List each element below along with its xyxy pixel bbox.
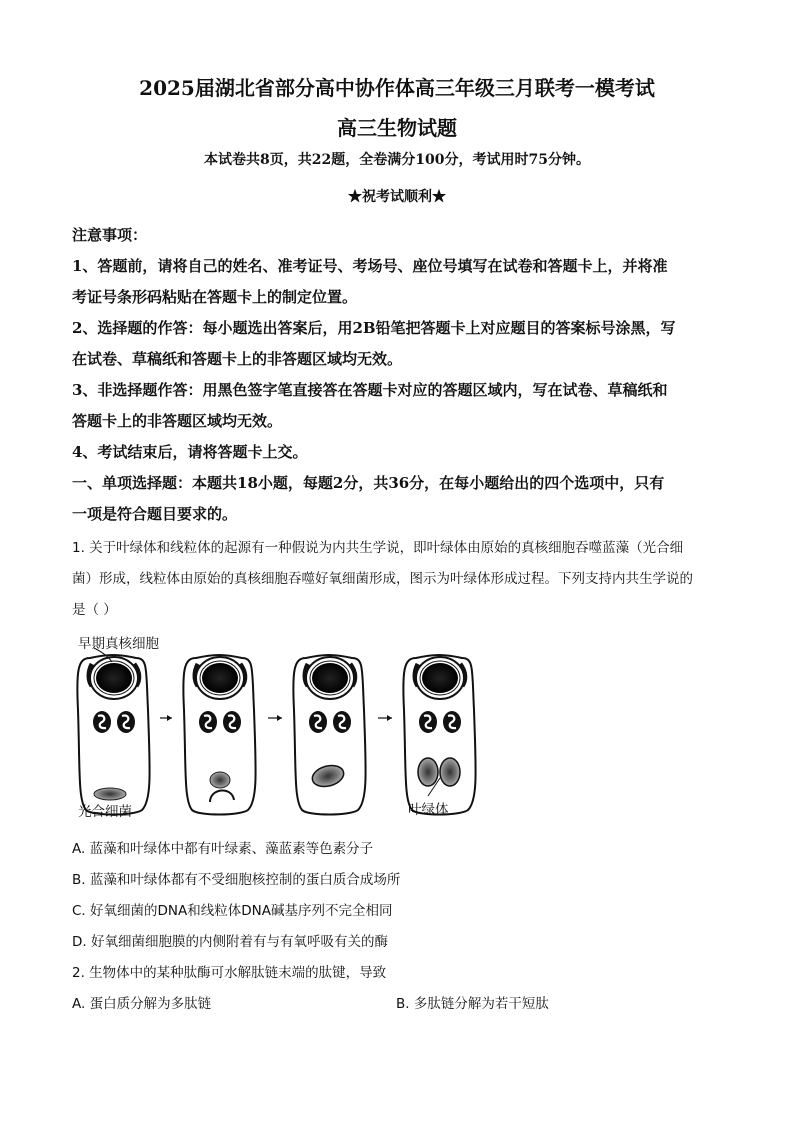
note-line-5: 3、非选择题作答：用黑色签字笔直接答在答题卡对应的答题区域内，写在试卷、草稿纸和 xyxy=(72,381,668,399)
q1-option-d: D. 好氧细菌细胞膜的内侧附着有与有氧呼吸有关的酶 xyxy=(72,934,388,950)
q2-stem: 2. 生物体中的某种肽酶可水解肽链末端的肽键，导致 xyxy=(72,965,387,981)
subject-title: 高三生物试题 xyxy=(337,116,457,140)
endosymbiosis-figure xyxy=(72,628,512,824)
section-heading-line-2: 一项是符合题目要求的。 xyxy=(72,505,238,523)
note-line-4: 在试卷、草稿纸和答题卡上的非答题区域均无效。 xyxy=(72,350,403,368)
note-line-1: 1、答题前，请将自己的姓名、准考证号、考场号、座位号填写在试卷和答题卡上，并将准 xyxy=(72,257,668,275)
q1-option-c: C. 好氧细菌的DNA和线粒体DNA碱基序列不完全相同 xyxy=(72,903,393,919)
good-luck-line: ★祝考试顺利★ xyxy=(348,189,446,205)
exam-title: 2025届湖北省部分高中协作体高三年级三月联考一模考试 xyxy=(139,76,655,100)
note-line-3: 2、选择题的作答：每小题选出答案后，用2B铅笔把答题卡上对应题目的答案标号涂黑，写 xyxy=(72,319,676,337)
cell-stage-2 xyxy=(183,655,255,815)
label-early-eukaryote: 早期真核细胞 xyxy=(78,636,159,652)
endosymbiosis-diagram xyxy=(72,628,512,824)
note-line-2: 考证号条形码粘贴在答题卡上的制定位置。 xyxy=(72,288,358,306)
q2-option-b: B. 多肽链分解为若干短肽 xyxy=(396,996,549,1012)
cell-stage-3 xyxy=(293,655,365,815)
label-chloroplast: 叶绿体 xyxy=(408,802,449,818)
cell-stage-4 xyxy=(403,655,475,815)
photosynthetic-bacterium xyxy=(94,788,126,800)
note-line-7: 4、考试结束后，请将答题卡上交。 xyxy=(72,443,308,461)
notes-heading: 注意事项： xyxy=(72,226,148,244)
q1-option-b: B. 蓝藻和叶绿体都有不受细胞核控制的蛋白质合成场所 xyxy=(72,872,401,888)
q1-option-a: A. 蓝藻和叶绿体中都有叶绿素、藻蓝素等色素分子 xyxy=(72,841,374,857)
q1-stem-line-3: 是（ ） xyxy=(72,602,117,618)
q2-option-a: A. 蛋白质分解为多肽链 xyxy=(72,996,212,1012)
q1-stem-line-1: 1. 关于叶绿体和线粒体的起源有一种假说为内共生学说，即叶绿体由原始的真核细胞吞噬蓝藻（光合细 xyxy=(72,540,684,556)
label-photosynthetic-bacteria: 光合细菌 xyxy=(78,804,132,820)
q1-stem-line-2: 菌）形成，线粒体由原始的真核细胞吞噬好氧细菌形成，图示为叶绿体形成过程。下列支持内共生学说的 xyxy=(72,571,693,587)
note-line-6: 答题卡上的非答题区域均无效。 xyxy=(72,412,283,430)
exam-info: 本试卷共8页，共22题，全卷满分100分，考试用时75分钟。 xyxy=(204,152,590,168)
section-heading-line-1: 一、单项选择题：本题共18小题，每题2分，共36分，在每小题给出的四个选项中，只有 xyxy=(72,474,665,492)
